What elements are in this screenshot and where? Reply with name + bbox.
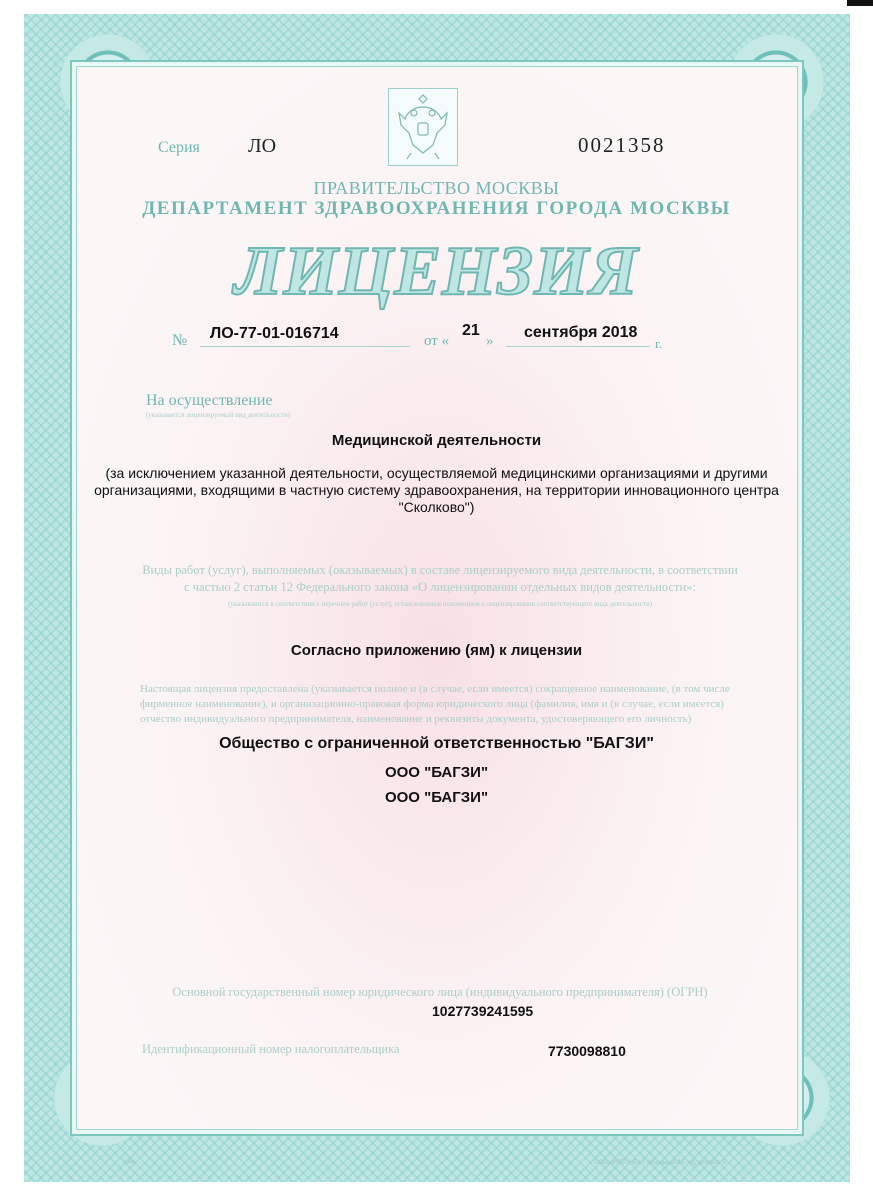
double-headed-eagle-icon [389, 89, 457, 165]
date-prefix: от « [424, 333, 450, 349]
series-value: ЛО [248, 135, 277, 157]
blank-number: 0021358 [578, 133, 666, 157]
ogrn-label: Основной государственный номер юридического лица (индивидуального предпринимателя) (ОГРН) [172, 985, 708, 999]
series-label: Серия [158, 139, 200, 156]
licensee-short-name: ООО "БАГЗИ" [384, 764, 489, 781]
department-name: ДЕПАРТАМЕНТ ЗДРАВООХРАНЕНИЯ ГОРОДА МОСКВЫ [142, 198, 731, 219]
works-hint: (указываются в соответствии с перечнем работ (услуг), установленным положением о лицензировании соответствующего вида деятельности) [227, 600, 653, 608]
inn-value: 7730098810 [548, 1043, 626, 1059]
scan-edge-mark [847, 0, 873, 6]
license-inner-field [70, 60, 804, 1136]
activity-hint: (указывается лицензируемый вид деятельности) [146, 411, 291, 419]
activity-note: (за исключением указанной деятельности, осуществляемой медицинскими организациями и другими организациями, входящими в частную систему здравоохранения, на территории инновационного центра "Сколково") [94, 465, 779, 515]
license-date-underline [506, 346, 650, 347]
year-suffix: г. [655, 336, 663, 351]
works-value: Согласно приложению (ям) к лицензии [290, 642, 583, 659]
license-number-underline [200, 346, 410, 347]
document-title: ЛИЦЕНЗИЯ [234, 233, 639, 310]
date-day-suffix: » [486, 333, 494, 349]
license-day: 21 [462, 322, 480, 339]
inn-label: Идентификационный номер налогоплательщика [142, 1042, 400, 1056]
license-month-year: сентября 2018 [524, 324, 638, 341]
activity-name: Медицинской деятельности [331, 432, 542, 449]
footer-left-code: А4К [124, 1160, 135, 1166]
coat-of-arms-emblem [388, 88, 458, 166]
footer-printer-note: ООО «ИРТОНЕ» г. Москва, 2018 год, уровень Б [594, 1160, 727, 1166]
license-number: ЛО-77-01-016714 [210, 325, 339, 342]
licensee-brand-name: ООО "БАГЗИ" [384, 789, 489, 806]
works-note: Виды работ (услуг), выполняемых (оказываемых) в составе лицензируемого вида деятельности, в соответствии с частью 2 статьи 12 Федерального закона «О лицензировании отдельных видов деятельности»: [142, 563, 738, 594]
activity-label: На осуществление [146, 392, 273, 409]
ogrn-value: 1027739241595 [432, 1003, 534, 1019]
licensee-full-name: Общество с ограниченной ответственностью "БАГЗИ" [219, 735, 654, 752]
licensee-note: Настоящая лицензия предоставлена (указывается полное и (в случае, если имеется) сокращенное наименование, (в том числе фирменное наименование), и организационно-правовая форма юридического лица (фамилия, имя и (в случае, если имеется) отчество индивидуального предпринимателя, наименование и реквизиты документа, удостоверяющего его личность) [140, 683, 730, 725]
license-number-label: № [172, 332, 188, 349]
government-name: ПРАВИТЕЛЬСТВО МОСКВЫ [313, 178, 560, 198]
